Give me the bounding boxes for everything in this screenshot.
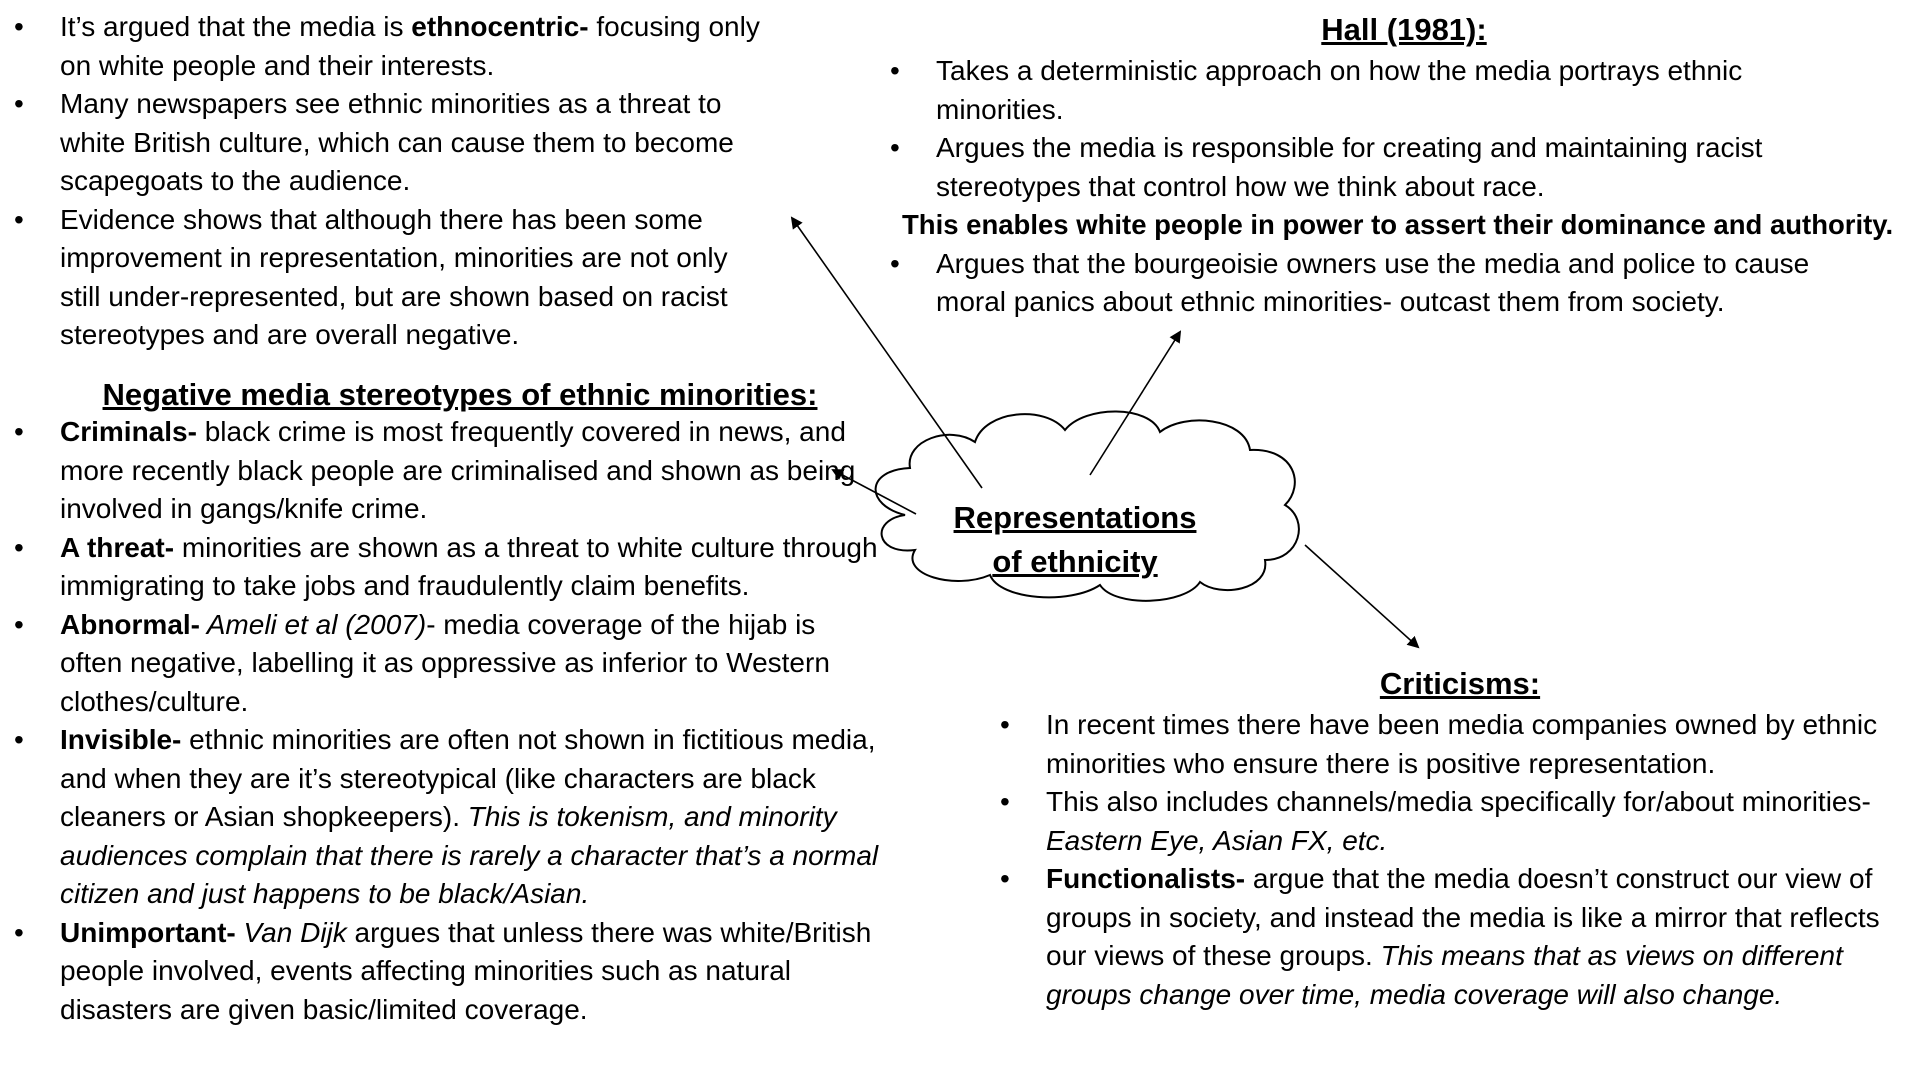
- stereotype-term: Unimportant-: [60, 916, 236, 948]
- intro-text: Evidence shows that although there has been some improvement in representation, minorities are not only still under-represented, but are shown based on racist stereotypes and are overall negative.: [60, 203, 728, 350]
- stereotype-term: Abnormal-: [60, 608, 200, 640]
- hall-text: Takes a deterministic approach on how the media portrays ethnic minorities.: [936, 55, 1743, 125]
- hall-text: Argues that the bourgeoisie owners use the media and police to cause moral panics about ethnic minorities- outcast them from society.: [936, 247, 1810, 317]
- intro-section: [14, 8, 774, 355]
- arrow-to-criticisms: [1305, 545, 1418, 647]
- stereotype-term: A threat-: [60, 531, 175, 563]
- stereotype-reference: Van Dijk: [235, 916, 347, 948]
- hall-section: [890, 10, 1918, 322]
- criticism-functionalists: [1000, 860, 1900, 1014]
- intro-list: [14, 8, 774, 355]
- stereotype-text: black crime is most frequently covered in news, and more recently black people are criminalised and shown as being involved in gangs/knife crime.: [60, 416, 856, 524]
- stereotype-text: argues that unless there was white/British people involved, events affecting minorities such as natural disasters are given basic/limited coverage.: [60, 916, 872, 1025]
- intro-text: focusing only on white people and their interests.: [60, 11, 760, 81]
- intro-item-threat: [14, 85, 774, 201]
- hall-list-2: [890, 245, 1810, 322]
- intro-item-evidence: [14, 201, 774, 355]
- hall-bold-statement: This enables white people in power to assert their dominance and authority.: [902, 209, 1894, 240]
- stereotype-threat: [14, 529, 880, 606]
- stereotype-text: minorities are shown as a threat to white culture through immigrating to take jobs and fraudulently claim benefits.: [60, 531, 878, 601]
- stereotype-criminals: [14, 413, 880, 529]
- hall-item-bourgeoisie: [890, 245, 1810, 322]
- hall-heading: Hall (1981):: [1321, 12, 1487, 47]
- ethnocentric-term: ethnocentric-: [411, 11, 589, 42]
- criticisms-list: [1000, 706, 1900, 1014]
- stereotype-unimportant: [14, 914, 880, 1030]
- hall-list: [890, 52, 1810, 206]
- intro-text: Many newspapers see ethnic minorities as a threat to white British culture, which can cause them to become scapegoats to the audience.: [60, 88, 734, 196]
- stereotype-text: ethnic minorities are often not shown in fictitious media, and when they are it’s stereotypical (like characters are black cleaners or Asian shopkeepers).: [60, 724, 876, 832]
- stereotype-term: Criminals-: [60, 416, 197, 447]
- criticism-examples: Eastern Eye, Asian FX, etc.: [1046, 824, 1388, 856]
- stereotypes-list: [14, 413, 880, 1029]
- stereotype-invisible: [14, 721, 880, 914]
- intro-item-ethnocentric: [14, 8, 774, 85]
- stereotype-text: - media coverage of the hijab is often negative, labelling it as oppressive as inferior to Western clothes/culture.: [60, 608, 830, 717]
- central-topic-line1: Representations: [953, 500, 1197, 535]
- hall-text: Argues the media is responsible for creating and maintaining racist stereotypes that control how we think about race.: [936, 132, 1763, 202]
- criticisms-section: [1000, 664, 1900, 1014]
- criticism-text: In recent times there have been media companies owned by ethnic minorities who ensure there is positive representation.: [1046, 709, 1878, 779]
- stereotype-abnormal: [14, 606, 880, 722]
- central-topic-line2: of ethnicity: [992, 544, 1158, 579]
- intro-text: It’s argued that the media is: [60, 11, 412, 42]
- stereotype-reference: Ameli et al (2007): [200, 608, 427, 640]
- stereotypes-section: [14, 375, 880, 1029]
- criticism-channels: [1000, 783, 1900, 860]
- stereotype-term: Invisible-: [60, 724, 182, 755]
- stereotypes-heading: Negative media stereotypes of ethnic minorities:: [102, 377, 818, 412]
- hall-item-deterministic: [890, 52, 1810, 129]
- criticism-italic-note: This means that as views on different groups change over time, media coverage will also change.: [1046, 940, 1843, 1010]
- stereotype-italic-note: This is tokenism, and minority audiences complain that there is rarely a character that’s a normal citizen and just happens to be black/Asian.: [60, 801, 879, 909]
- criticism-term: Functionalists-: [1046, 863, 1246, 894]
- criticisms-heading: Criticisms:: [1379, 666, 1541, 701]
- hall-item-responsible: [890, 129, 1810, 206]
- criticism-ownership: [1000, 706, 1900, 783]
- central-topic: [915, 496, 1235, 584]
- criticism-text: argue that the media doesn’t construct our view of groups in society, and instead the media is like a mirror that reflects our views of these groups.: [1046, 863, 1880, 971]
- criticism-text: This also includes channels/media specifically for/about minorities-: [1046, 786, 1871, 817]
